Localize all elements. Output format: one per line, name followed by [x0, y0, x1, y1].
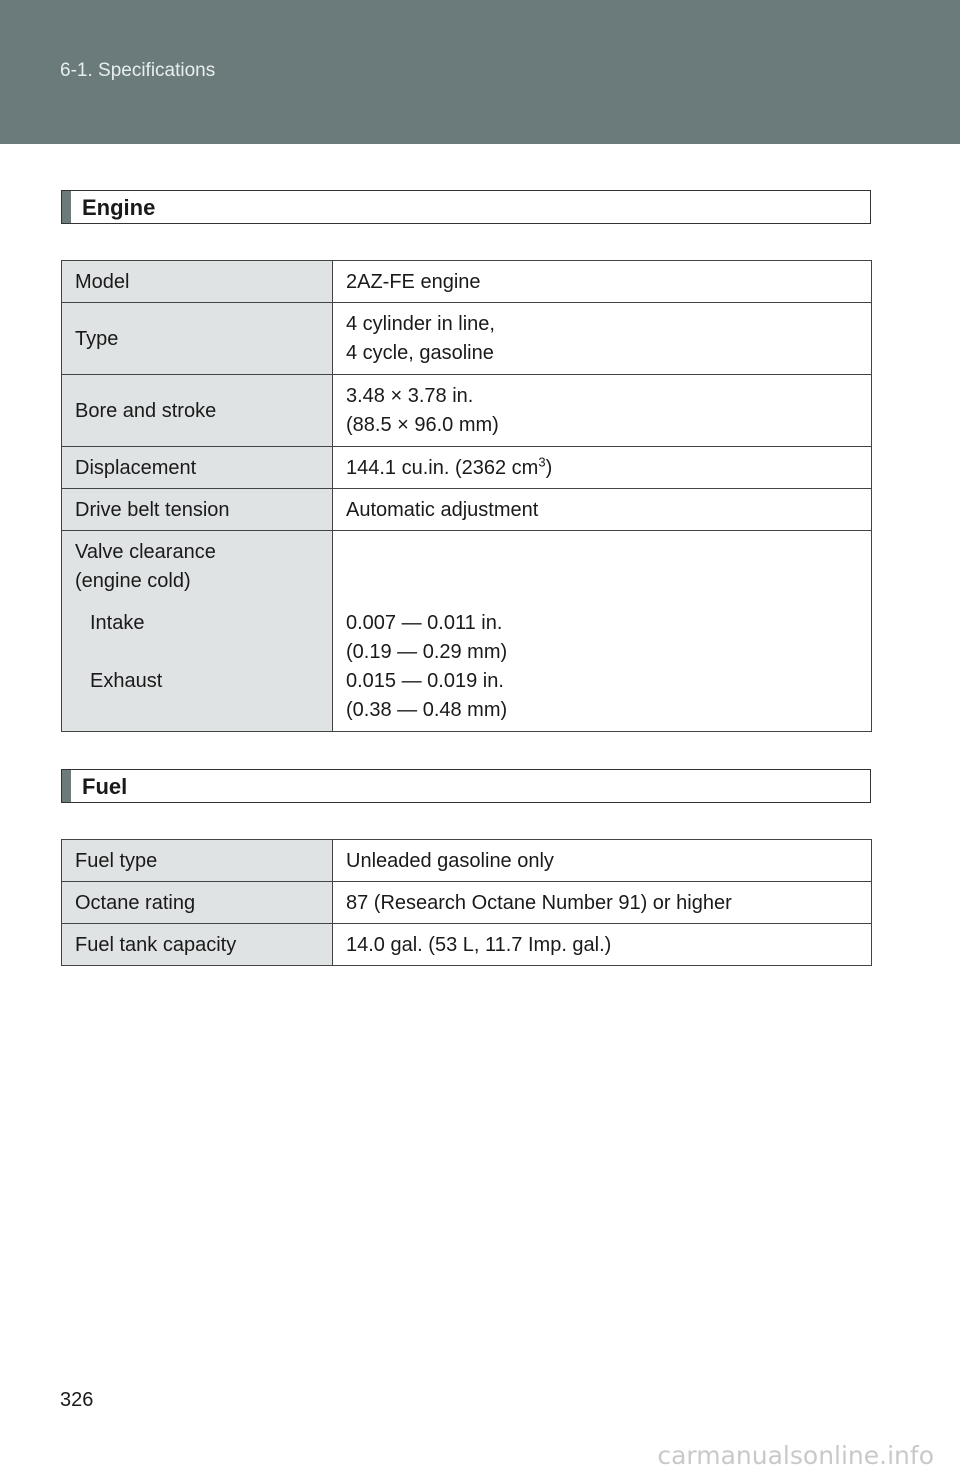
row-value-line: 3.48 × 3.78 in.: [346, 385, 474, 407]
heading-accent-bar: [62, 770, 71, 802]
page-number: 326: [60, 1389, 94, 1411]
row-label-line: (engine cold): [75, 570, 191, 592]
engine-spec-table: [61, 260, 872, 732]
exhaust-value-line: (0.38 — 0.48 mm): [346, 699, 508, 721]
table-row: [62, 375, 872, 447]
fuel-spec-table: [61, 839, 872, 966]
heading-accent-bar: [62, 191, 71, 223]
engine-heading-text: Engine: [82, 195, 156, 220]
row-label: Bore and stroke: [75, 399, 217, 422]
table-row: [62, 840, 872, 882]
row-label: Displacement: [75, 457, 197, 479]
fuel-section-heading: [61, 769, 871, 803]
row-label: Type: [75, 327, 119, 350]
intake-value-line: (0.19 — 0.29 mm): [346, 641, 508, 663]
fuel-heading-text: Fuel: [82, 774, 128, 799]
exhaust-label: Exhaust: [90, 670, 163, 692]
row-value: Unleaded gasoline only: [346, 850, 554, 872]
intake-value-line: 0.007 — 0.011 in.: [346, 612, 503, 634]
table-row: [62, 447, 872, 489]
row-value: 2AZ-FE engine: [346, 271, 481, 293]
table-row: [62, 303, 872, 375]
row-value-line: 4 cylinder in line,: [346, 313, 495, 335]
page-header: [0, 0, 960, 144]
table-row: [62, 531, 872, 732]
engine-section-heading: [61, 190, 871, 224]
exhaust-value-line: 0.015 — 0.019 in.: [346, 670, 504, 692]
table-row: [62, 489, 872, 531]
section-title: 6-1. Specifications: [60, 60, 216, 81]
row-value: 87 (Research Octane Number 91) or higher: [346, 892, 732, 914]
row-value: 14.0 gal. (53 L, 11.7 Imp. gal.): [346, 934, 612, 956]
row-value-line: (88.5 × 96.0 mm): [346, 414, 499, 436]
row-label: Octane rating: [75, 892, 196, 914]
row-label: Model: [75, 271, 130, 293]
table-row: [62, 261, 872, 303]
row-value-line: 4 cycle, gasoline: [346, 342, 494, 364]
watermark: carmanualsonline.info: [657, 1441, 934, 1470]
table-row: [62, 882, 872, 924]
row-label-line: Valve clearance: [75, 541, 216, 563]
row-value: 144.1 cu.in. (2362 $cm^3$): [346, 454, 553, 479]
intake-label: Intake: [90, 612, 145, 634]
row-value: Automatic adjustment: [346, 499, 539, 521]
table-row: [62, 924, 872, 966]
row-label: Drive belt tension: [75, 499, 230, 521]
row-label: Fuel type: [75, 850, 158, 872]
row-label: Fuel tank capacity: [75, 934, 237, 956]
